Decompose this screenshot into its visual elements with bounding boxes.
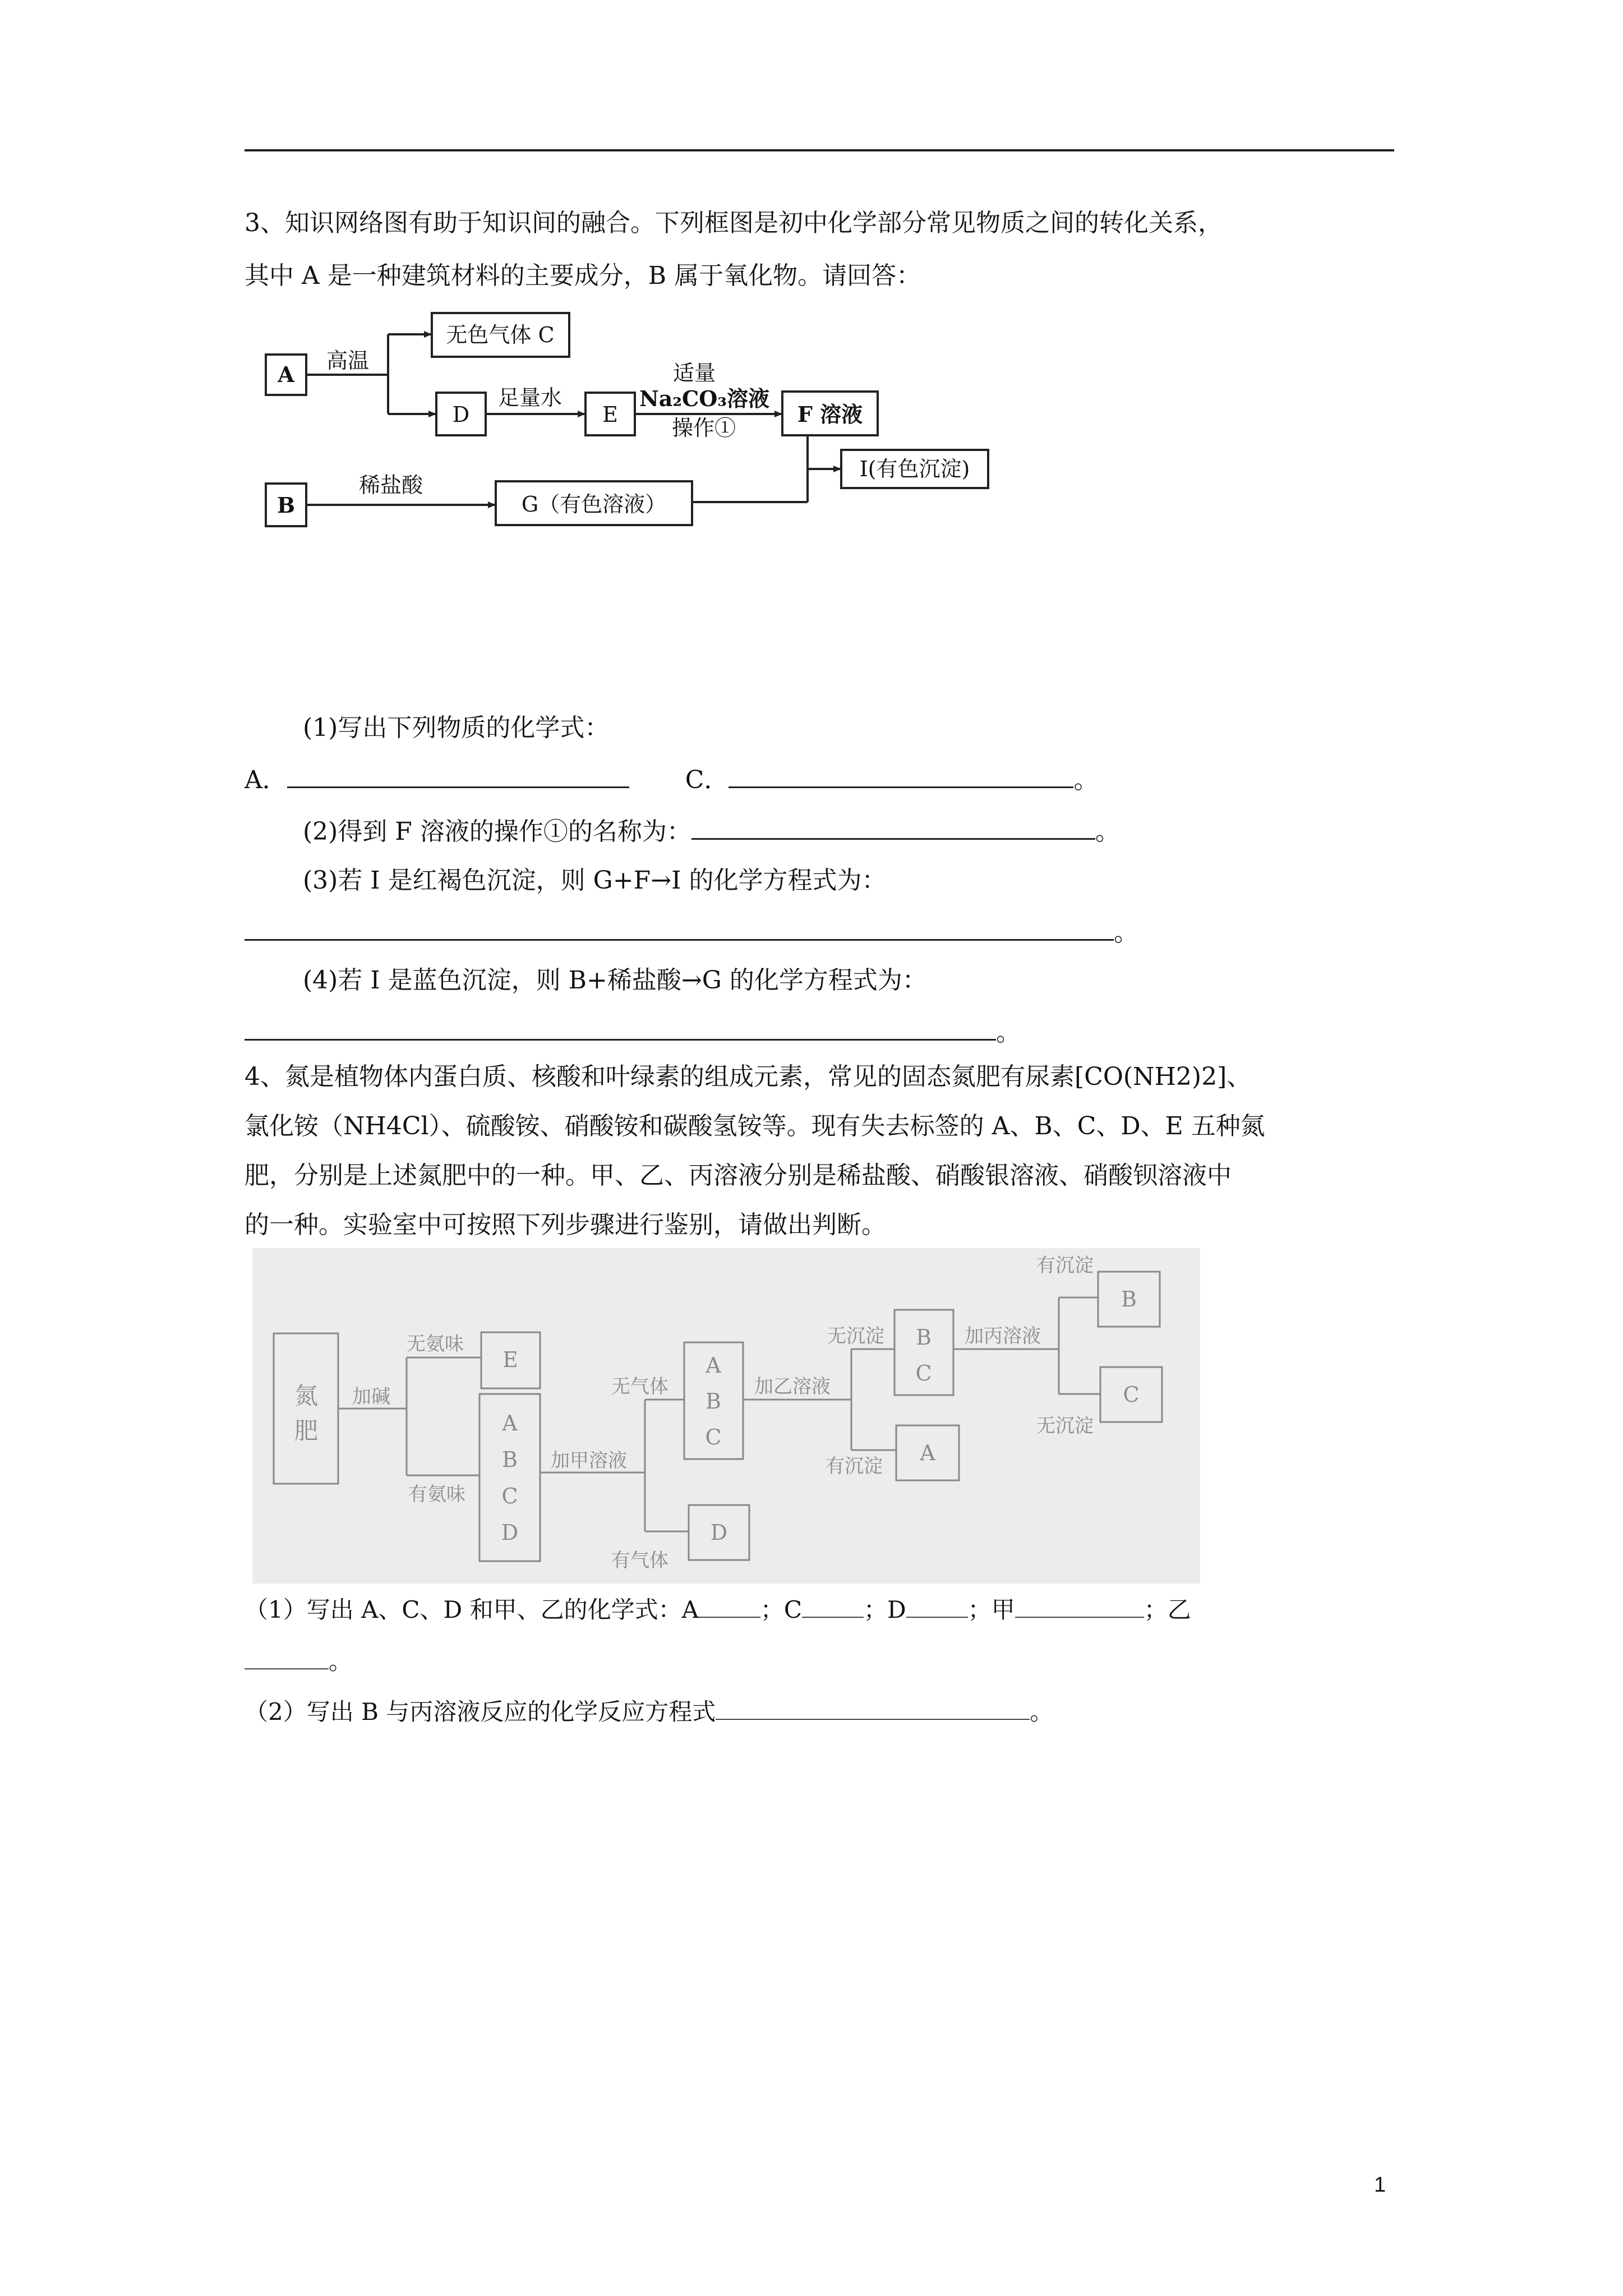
q4-answer-d-blank[interactable] [906, 1594, 968, 1618]
q3-p3-answer [245, 914, 1138, 950]
q3-p1-c-label: C． [685, 766, 729, 794]
q4-abcd-b: B [502, 1447, 518, 1472]
q4-identification-diagram [252, 1248, 1200, 1584]
q3-answer-equation1-blank[interactable] [245, 914, 1114, 941]
q4-label-add-yi: 加乙溶液 [754, 1375, 831, 1398]
q3-p4-answer [245, 1014, 1021, 1050]
q4-abc-a: A [706, 1353, 721, 1378]
q3-answer-equation2-blank[interactable] [245, 1014, 996, 1041]
q4-bc-b: B [916, 1325, 932, 1350]
q4-p1-cont [245, 1645, 352, 1678]
q3-p3-end: 。 [1114, 918, 1138, 947]
q4-bc-c: C [915, 1361, 932, 1386]
q4-line4: 的一种。实验室中可按照下列步骤进行鉴别，请做出判断。 [245, 1211, 886, 1239]
q4-box-a-label: A [920, 1441, 935, 1465]
q3-p4-end: 。 [996, 1018, 1021, 1047]
q4-p1-yi: ；乙 [1144, 1596, 1191, 1623]
q4-label-precip-1: 有沉淀 [826, 1455, 883, 1478]
q3-p3: (3)若 I 是红褐色沉淀，则 G+F→I 的化学方程式为： [303, 866, 887, 895]
q3-answer-operation-blank[interactable] [691, 813, 1095, 840]
q4-label-ammonia: 有氨味 [408, 1483, 465, 1506]
q4-abc-c: C [705, 1425, 722, 1450]
q3-label-operation: 操作① [672, 416, 736, 440]
q4-box-c-label: C [1123, 1382, 1140, 1407]
q4-fertilizer-char1: 氮 [294, 1382, 319, 1410]
q4-label-no-gas: 无气体 [611, 1375, 668, 1398]
q3-label-high-temp: 高温 [326, 348, 370, 373]
q4-p1-end: 。 [329, 1648, 353, 1675]
q3-label-hcl: 稀盐酸 [359, 473, 423, 498]
q4-label-no-ammonia: 无氨味 [407, 1333, 464, 1355]
q3-label-e: E [602, 402, 618, 427]
q3-label-i: I(有色沉淀) [859, 457, 970, 481]
q3-label-g: G（有色溶液） [521, 492, 667, 517]
q4-p1 [245, 1593, 1191, 1627]
q4-answer-equation-blank[interactable] [716, 1696, 1030, 1720]
q4-answer-c-blank[interactable] [802, 1594, 864, 1618]
q3-intro-line2: 其中 A 是一种建筑材料的主要成分，B 属于氧化物。请回答： [245, 261, 921, 290]
q4-label-precip-2: 有沉淀 [1036, 1254, 1094, 1277]
q4-label-add-jia: 加甲溶液 [551, 1450, 627, 1472]
q4-p1-pre: （1）写出 A、C、D 和甲、乙的化学式：A [245, 1596, 699, 1623]
q4-abcd-c: C [501, 1484, 518, 1508]
q3-label-f: F 溶液 [797, 402, 863, 427]
q3-p1-end: 。 [1073, 766, 1099, 794]
q3-intro-line1: 3、知识网络图有助于知识间的融合。下列框图是初中化学部分常见物质之间的转化关系， [245, 209, 1223, 237]
q4-abcd-a: A [502, 1411, 518, 1435]
q3-label-na2co3: Na₂CO₃溶液 [639, 386, 769, 411]
q4-label-add-bing: 加丙溶液 [965, 1325, 1041, 1347]
q3-answer-a-blank[interactable] [287, 762, 629, 788]
q4-label-gas: 有气体 [611, 1549, 668, 1572]
q3-flow-diagram [258, 303, 1021, 550]
q4-line1: 4、氮是植物体内蛋白质、核酸和叶绿素的组成元素，常见的固态氮肥有尿素[CO(NH2)2]、 [245, 1062, 1252, 1091]
q4-p1-c: ；C [760, 1596, 803, 1623]
q4-label-no-precip-1: 无沉淀 [827, 1325, 884, 1347]
q3-answer-c-blank[interactable] [728, 762, 1073, 788]
q3-label-water: 足量水 [498, 385, 562, 410]
q3-label-b: B [276, 493, 296, 518]
q4-answer-yi-blank[interactable] [245, 1646, 329, 1669]
q4-line2: 氯化铵（NH4Cl）、硫酸铵、硝酸铵和碳酸氢铵等。现有失去标签的 A、B、C、D、E 五种氮 [245, 1112, 1265, 1140]
q4-p2-end: 。 [1030, 1698, 1054, 1726]
q4-answer-jia-blank[interactable] [1015, 1594, 1144, 1618]
q4-abcd-d: D [501, 1520, 519, 1545]
q4-fertilizer-char2: 肥 [294, 1417, 319, 1444]
q4-line3: 肥，分别是上述氮肥中的一种。甲、乙、丙溶液分别是稀盐酸、硝酸银溶液、硝酸钡溶液中 [245, 1161, 1232, 1190]
q4-p2 [245, 1695, 1053, 1729]
q3-label-amount: 适量 [673, 361, 716, 385]
header-rule [245, 149, 1394, 151]
q3-p2-end: 。 [1095, 817, 1120, 846]
q3-p1-a-label: A． [245, 766, 287, 794]
q3-p4: (4)若 I 是蓝色沉淀，则 B+稀盐酸→G 的化学方程式为： [303, 966, 927, 995]
q4-label-add-base: 加碱 [352, 1386, 390, 1408]
q4-answer-a-blank[interactable] [699, 1594, 760, 1618]
q3-label-d: D [452, 402, 470, 427]
q4-p1-jia: ；甲 [967, 1596, 1015, 1623]
q3-p1: (1)写出下列物质的化学式： [303, 714, 610, 742]
page-number: 1 [1374, 2173, 1386, 2197]
q4-abc-b: B [706, 1389, 721, 1414]
q3-p1-answers [245, 762, 1098, 797]
q3-label-c: 无色气体 C [446, 323, 555, 347]
q4-p2-pre: （2）写出 B 与丙溶液反应的化学反应方程式 [245, 1698, 716, 1726]
q3-p2-text: (2)得到 F 溶液的操作①的名称为： [303, 817, 691, 846]
q4-box-b-label: B [1121, 1287, 1137, 1312]
q3-p2 [303, 813, 1120, 849]
q3-label-a: A [278, 362, 294, 387]
q4-box-d-label: D [710, 1520, 728, 1545]
q4-box-e-label: E [502, 1347, 518, 1372]
q4-label-no-precip-2: 无沉淀 [1036, 1415, 1094, 1437]
q4-p1-d: ；D [864, 1596, 906, 1623]
